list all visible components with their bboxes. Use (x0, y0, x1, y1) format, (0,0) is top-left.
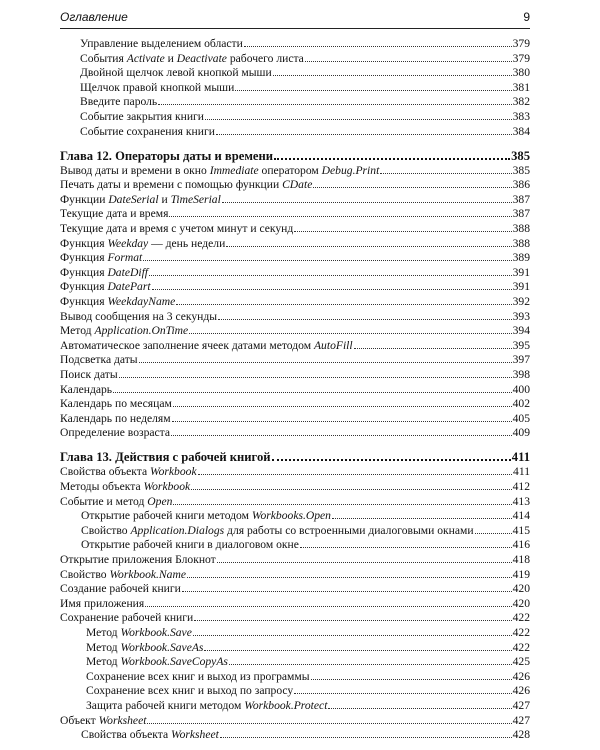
toc-entry-title: Метод Workbook.SaveAs (86, 640, 204, 654)
dot-leader (354, 348, 512, 349)
toc-page-number: 388 (512, 236, 530, 250)
toc-entry (60, 538, 530, 553)
toc-entry (60, 52, 530, 67)
toc-entry-title: Функции DateSerial и TimeSerial (60, 192, 221, 206)
toc-entry (60, 266, 530, 281)
toc-page-number: 427 (512, 698, 530, 712)
toc-entry-title: Свойства объекта Workbook (60, 465, 197, 479)
dot-leader (169, 216, 511, 217)
dot-leader (198, 474, 512, 475)
toc-page-number: 426 (512, 684, 530, 698)
toc-entry (60, 368, 530, 383)
dot-leader (119, 377, 512, 378)
toc-entry (60, 339, 530, 354)
toc-page-number: 394 (512, 324, 530, 338)
toc-entry-title: Щелчок правой кнопкой мыши (80, 80, 235, 94)
toc-entry (60, 611, 530, 626)
dot-leader (328, 708, 511, 709)
toc-page-number: 382 (512, 95, 530, 109)
toc-page-number: 426 (512, 669, 530, 683)
toc-entry (60, 164, 530, 179)
section-gap (60, 441, 530, 450)
toc-entry (60, 95, 530, 110)
toc-page-number: 393 (512, 309, 530, 323)
toc-entry-title: Открытие рабочей книги методом Workbooks.Open (81, 509, 331, 523)
dot-leader (149, 275, 512, 276)
toc-entry-title: Событие закрытия книги (80, 109, 204, 123)
toc-entry-title: Свойство Application.Dialogs для работы со встроенными диалоговыми окнами (81, 523, 474, 537)
toc-entry (60, 66, 530, 81)
toc-entry-title: Свойства объекта Worksheet (81, 728, 219, 742)
toc-page-number: 422 (512, 625, 530, 639)
dot-leader (218, 319, 512, 320)
toc-entry (60, 110, 530, 125)
dot-leader (216, 134, 512, 135)
toc-page-number: 389 (512, 251, 530, 265)
toc-entry (60, 37, 530, 52)
toc-page-number: 422 (512, 611, 530, 625)
toc-entry-title: Функция Format (60, 251, 143, 265)
toc-page-number: 383 (512, 109, 530, 123)
dot-leader (158, 104, 511, 105)
toc-entry-title: Событие и метод Open (60, 494, 173, 508)
dot-leader (187, 577, 512, 578)
dot-leader (176, 304, 511, 305)
toc-entry-title: Сохранение рабочей книги (60, 611, 194, 625)
toc-entry-title: Метод Application.OnTime (60, 324, 189, 338)
toc-page-number: 427 (512, 713, 530, 727)
toc-entry (60, 465, 530, 480)
toc-page-number: 425 (512, 655, 530, 669)
toc-entry-title: Определение возраста (60, 426, 171, 440)
toc-page-number: 379 (512, 51, 530, 65)
toc-entry-title: Введите пароль (80, 95, 158, 109)
toc-chapter-entry (60, 148, 530, 164)
section-gap (60, 139, 530, 148)
table-of-contents (60, 37, 530, 743)
running-header (60, 6, 530, 29)
dot-leader (189, 333, 511, 334)
toc-entry (60, 251, 530, 266)
toc-entry (60, 670, 530, 685)
dot-leader (113, 392, 512, 393)
toc-page-number: 402 (512, 397, 530, 411)
toc-page-number: 422 (512, 640, 530, 654)
dot-leader (305, 61, 512, 62)
toc-entry (60, 324, 530, 339)
toc-entry (60, 193, 530, 208)
toc-entry (60, 582, 530, 597)
toc-page-number: 418 (512, 553, 530, 566)
toc-page-number: 379 (512, 37, 530, 50)
toc-entry-title: Открытие рабочей книги в диалоговом окне (81, 538, 299, 552)
dot-leader (229, 664, 512, 665)
toc-entry (60, 383, 530, 398)
dot-leader (152, 289, 512, 290)
toc-entry (60, 397, 530, 412)
toc-entry (60, 178, 530, 193)
toc-page-number: 428 (512, 728, 530, 742)
toc-entry (60, 125, 530, 140)
toc-page-number: 415 (512, 523, 530, 537)
toc-entry (60, 699, 530, 714)
toc-page-number: 387 (512, 192, 530, 206)
dot-leader (475, 533, 512, 534)
toc-page-number: 387 (512, 207, 530, 221)
toc-page-number: 384 (512, 124, 530, 138)
dot-leader (272, 459, 511, 461)
toc-entry-title: Имя приложения (60, 596, 145, 610)
toc-entry-title: Автоматическое заполнение ячеек датами методом AutoFill (60, 338, 353, 352)
toc-entry (60, 728, 530, 743)
toc-entry-title: Событие сохранения книги (80, 124, 215, 138)
toc-page-number: 397 (512, 353, 530, 367)
toc-entry-title: Функция WeekdayName (60, 295, 176, 308)
toc-entry-title: Метод Workbook.SaveCopyAs (86, 655, 228, 669)
toc-entry (60, 509, 530, 524)
toc-page-number: 398 (512, 367, 530, 381)
toc-entry-title: Метод Workbook.Save (86, 625, 192, 639)
toc-entry (60, 524, 530, 539)
toc-entry-title: Сохранение всех книг и выход из программы (86, 669, 310, 683)
dot-leader (139, 362, 512, 363)
dot-leader (145, 606, 511, 607)
toc-page-number: 386 (512, 178, 530, 192)
toc-entry-title: Календарь по неделям (60, 411, 171, 425)
dot-leader (226, 246, 511, 247)
toc-page-number: 419 (512, 567, 530, 581)
toc-entry-title: Вывод сообщения на 3 секунды (60, 309, 218, 323)
dot-leader (222, 202, 512, 203)
dot-leader (204, 650, 511, 651)
toc-entry (60, 412, 530, 427)
toc-entry (60, 310, 530, 325)
toc-entry-title: Подсветка даты (60, 353, 138, 367)
toc-page-number: 395 (512, 338, 530, 352)
toc-entry (60, 684, 530, 699)
toc-page-number: 392 (512, 295, 530, 308)
toc-entry (60, 480, 530, 495)
toc-page-number: 411 (513, 465, 530, 479)
dot-leader (173, 504, 511, 505)
toc-entry (60, 222, 530, 237)
toc-entry-title: Глава 12. Операторы даты и времени (60, 148, 273, 163)
toc-entry-title: Свойство Workbook.Name (60, 567, 186, 581)
toc-entry (60, 597, 530, 612)
toc-entry (60, 568, 530, 583)
dot-leader (191, 489, 511, 490)
toc-entry (60, 426, 530, 441)
toc-entry-title: Глава 13. Действия с рабочей книгой (60, 450, 271, 465)
toc-entry (60, 655, 530, 670)
toc-entry-title: Календарь по месяцам (60, 397, 172, 411)
toc-entry (60, 280, 530, 295)
toc-page-number: 411 (511, 450, 530, 465)
toc-entry-title: Сохранение всех книг и выход по запросу (86, 684, 294, 698)
toc-page-number: 380 (512, 66, 530, 80)
dot-leader (273, 75, 512, 76)
page-number: 9 (523, 10, 530, 24)
toc-page-number: 414 (512, 509, 530, 523)
toc-entry-title: События Activate и Deactivate рабочего листа (80, 51, 304, 65)
toc-page-number: 385 (512, 163, 530, 177)
toc-page-number: 381 (512, 80, 530, 94)
toc-entry-title: Поиск даты (60, 367, 118, 381)
dot-leader (235, 90, 511, 91)
dot-leader (143, 260, 511, 261)
toc-page-number: 400 (512, 382, 530, 396)
dot-leader (294, 693, 511, 694)
toc-entry-title: Создание рабочей книги (60, 582, 181, 596)
toc-page-number: 405 (512, 411, 530, 425)
toc-entry-title: Функция DateDiff (60, 265, 149, 279)
dot-leader (274, 158, 510, 160)
toc-page-number: 388 (512, 222, 530, 236)
toc-entry-title: Защита рабочей книги методом Workbook.Protect (86, 698, 328, 712)
dot-leader (173, 406, 512, 407)
dot-leader (217, 562, 512, 563)
toc-entry-title: Двойной щелчок левой кнопкой мыши (80, 66, 272, 80)
dot-leader (311, 679, 512, 680)
toc-entry (60, 641, 530, 656)
toc-entry (60, 553, 530, 568)
toc-entry (60, 626, 530, 641)
toc-entry-title: Управление выделением области (80, 37, 243, 50)
toc-entry-title: Печать даты и времени с помощью функции CDate (60, 178, 313, 192)
toc-entry-title: Функция DatePart (60, 280, 151, 294)
toc-entry-title: Текущие дата и время с учетом минут и секунд (60, 222, 294, 236)
dot-leader (313, 187, 511, 188)
toc-entry-title: Методы объекта Workbook (60, 480, 191, 494)
toc-page-number: 416 (512, 538, 530, 552)
dot-leader (300, 547, 512, 548)
toc-page-number: 420 (512, 582, 530, 596)
toc-entry (60, 495, 530, 510)
toc-entry-title: Функция Weekday — день недели (60, 236, 226, 250)
dot-leader (380, 173, 511, 174)
toc-page-number: 409 (512, 426, 530, 440)
dot-leader (194, 620, 511, 621)
dot-leader (294, 231, 511, 232)
toc-entry (60, 81, 530, 96)
toc-chapter-entry (60, 449, 530, 465)
toc-entry (60, 295, 530, 310)
toc-entry (60, 714, 530, 729)
toc-page-number: 420 (512, 596, 530, 610)
toc-page-number: 391 (512, 265, 530, 279)
dot-leader (147, 723, 511, 724)
toc-page-number: 391 (512, 280, 530, 294)
toc-entry-title: Объект Worksheet (60, 713, 147, 727)
dot-leader (244, 46, 512, 47)
toc-entry (60, 353, 530, 368)
toc-page-number: 385 (511, 148, 530, 163)
toc-entry-title: Вывод даты и времени в окно Immediate оператором Debug.Print (60, 163, 380, 177)
header-title: Оглавление (60, 10, 128, 24)
toc-page-number: 412 (512, 480, 530, 494)
dot-leader (182, 591, 512, 592)
dot-leader (171, 435, 512, 436)
dot-leader (193, 635, 512, 636)
toc-entry-title: Календарь (60, 382, 113, 396)
toc-entry-title: Открытие приложения Блокнот (60, 553, 216, 566)
dot-leader (205, 119, 512, 120)
toc-page-number: 413 (512, 494, 530, 508)
toc-entry (60, 207, 530, 222)
dot-leader (220, 737, 512, 738)
toc-entry-title: Текущие дата и время (60, 207, 169, 221)
dot-leader (332, 518, 512, 519)
toc-entry (60, 237, 530, 252)
dot-leader (172, 421, 512, 422)
